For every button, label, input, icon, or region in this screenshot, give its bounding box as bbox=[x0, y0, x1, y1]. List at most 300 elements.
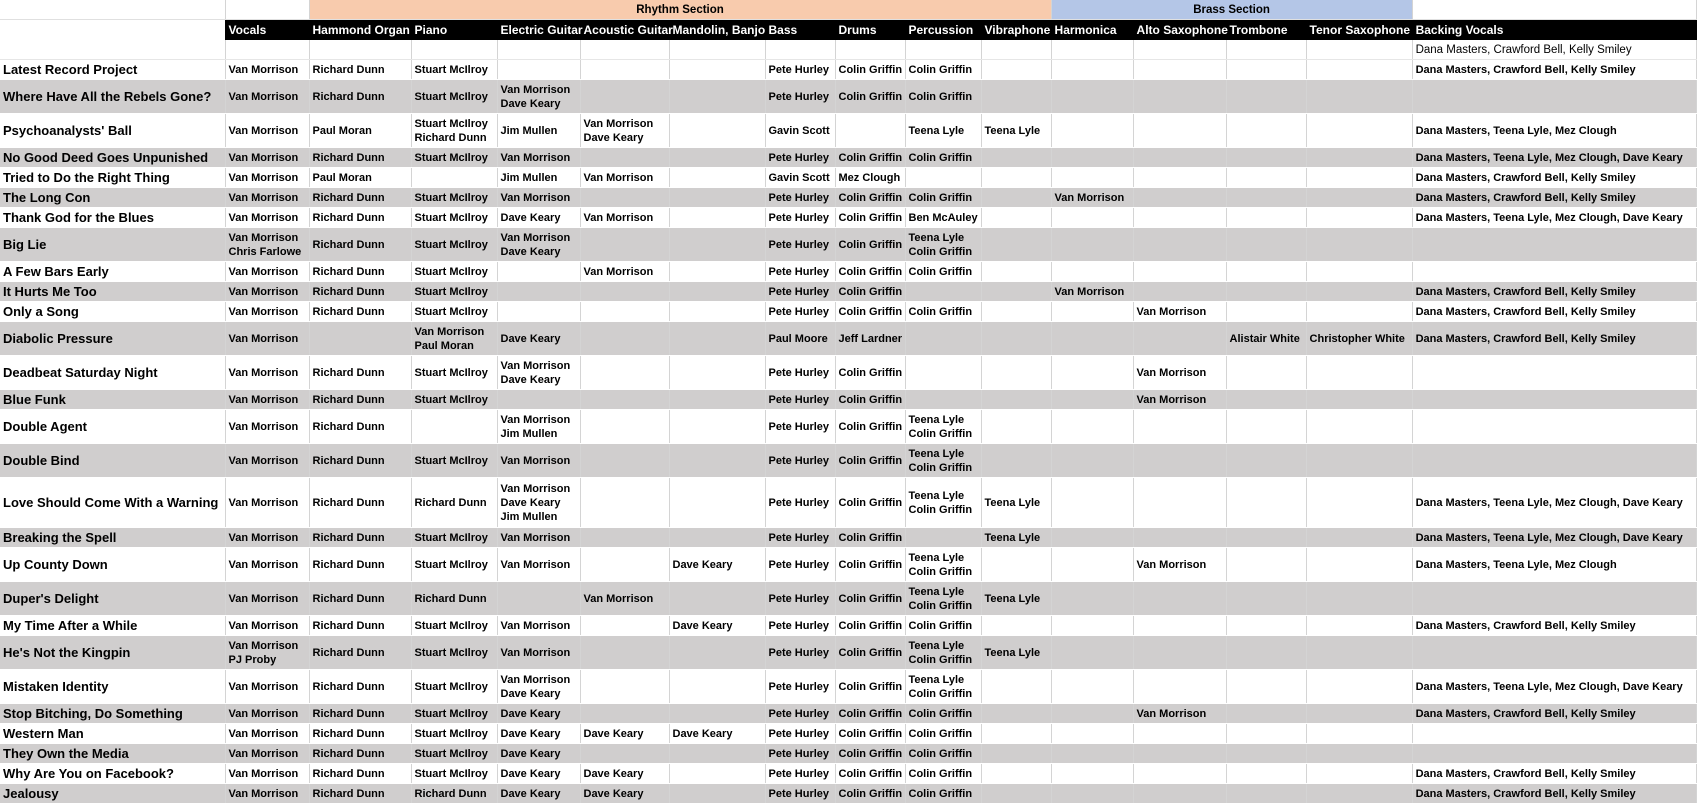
cell-hammond-organ[interactable]: Richard Dunn bbox=[309, 764, 411, 784]
song-title-cell[interactable]: Diabolic Pressure bbox=[0, 322, 225, 356]
cell-tenor-saxophone[interactable] bbox=[1306, 356, 1412, 390]
cell-hammond-organ[interactable]: Richard Dunn bbox=[309, 616, 411, 636]
cell-vocals[interactable]: Van Morrison bbox=[225, 704, 309, 724]
cell-electric-guitar[interactable]: Van Morrison bbox=[497, 444, 580, 478]
cell-harmonica[interactable] bbox=[1051, 670, 1133, 704]
cell-bass[interactable]: Pete Hurley bbox=[765, 704, 835, 724]
cell-tenor-saxophone[interactable] bbox=[1306, 636, 1412, 670]
cell-vibraphone[interactable] bbox=[981, 390, 1051, 410]
cell-acoustic-guitar[interactable] bbox=[580, 302, 669, 322]
cell-electric-guitar[interactable]: Jim Mullen bbox=[497, 168, 580, 188]
cell-percussion[interactable]: Colin Griffin bbox=[905, 262, 981, 282]
cell-electric-guitar[interactable]: Dave Keary bbox=[497, 322, 580, 356]
cell-hammond-organ[interactable]: Richard Dunn bbox=[309, 282, 411, 302]
cell-percussion[interactable] bbox=[905, 322, 981, 356]
cell-hammond-organ[interactable]: Paul Moran bbox=[309, 168, 411, 188]
cell-trombone[interactable] bbox=[1226, 724, 1306, 744]
cell-electric-guitar[interactable]: Dave Keary bbox=[497, 704, 580, 724]
cell-drums[interactable]: Colin Griffin bbox=[835, 410, 905, 444]
cell-harmonica[interactable] bbox=[1051, 704, 1133, 724]
cell-bass[interactable]: Pete Hurley bbox=[765, 636, 835, 670]
cell-backing-vocals[interactable] bbox=[1412, 724, 1696, 744]
cell-trombone[interactable] bbox=[1226, 410, 1306, 444]
cell-vocals[interactable]: Van Morrison bbox=[225, 444, 309, 478]
cell-drums[interactable]: Colin Griffin bbox=[835, 60, 905, 80]
cell-mandolin-banjo[interactable] bbox=[669, 784, 765, 804]
cell-drums[interactable]: Colin Griffin bbox=[835, 528, 905, 548]
cell-backing-vocals[interactable]: Dana Masters, Crawford Bell, Kelly Smiley bbox=[1412, 784, 1696, 804]
cell-drums[interactable]: Colin Griffin bbox=[835, 390, 905, 410]
cell-trombone[interactable] bbox=[1226, 282, 1306, 302]
cell-bass[interactable]: Pete Hurley bbox=[765, 410, 835, 444]
cell-trombone[interactable] bbox=[1226, 784, 1306, 804]
cell[interactable] bbox=[765, 40, 835, 60]
cell-harmonica[interactable] bbox=[1051, 744, 1133, 764]
cell-vocals[interactable]: Van Morrison bbox=[225, 764, 309, 784]
cell-electric-guitar[interactable]: Dave Keary bbox=[497, 744, 580, 764]
cell-percussion[interactable]: Colin Griffin bbox=[905, 188, 981, 208]
song-title-cell[interactable]: Why Are You on Facebook? bbox=[0, 764, 225, 784]
cell-backing-vocals[interactable] bbox=[1412, 636, 1696, 670]
cell-mandolin-banjo[interactable] bbox=[669, 390, 765, 410]
cell-trombone[interactable] bbox=[1226, 478, 1306, 528]
cell-vibraphone[interactable] bbox=[981, 148, 1051, 168]
cell-harmonica[interactable] bbox=[1051, 390, 1133, 410]
song-title-cell[interactable]: Mistaken Identity bbox=[0, 670, 225, 704]
cell-mandolin-banjo[interactable] bbox=[669, 208, 765, 228]
cell-alto-saxophone[interactable]: Van Morrison bbox=[1133, 302, 1226, 322]
cell-tenor-saxophone[interactable] bbox=[1306, 148, 1412, 168]
cell-electric-guitar[interactable]: Van Morrison bbox=[497, 548, 580, 582]
cell-vibraphone[interactable] bbox=[981, 356, 1051, 390]
cell-bass[interactable]: Pete Hurley bbox=[765, 390, 835, 410]
cell-trombone[interactable] bbox=[1226, 228, 1306, 262]
cell-harmonica[interactable] bbox=[1051, 262, 1133, 282]
cell-mandolin-banjo[interactable] bbox=[669, 80, 765, 114]
cell[interactable] bbox=[411, 40, 497, 60]
cell-percussion[interactable]: Colin Griffin bbox=[905, 60, 981, 80]
cell-bass[interactable]: Pete Hurley bbox=[765, 60, 835, 80]
cell-mandolin-banjo[interactable] bbox=[669, 528, 765, 548]
cell-drums[interactable]: Colin Griffin bbox=[835, 784, 905, 804]
cell-vocals[interactable]: Van Morrison bbox=[225, 60, 309, 80]
cell-mandolin-banjo[interactable] bbox=[669, 704, 765, 724]
cell-percussion[interactable]: Colin Griffin bbox=[905, 764, 981, 784]
cell-backing-vocals[interactable]: Dana Masters, Crawford Bell, Kelly Smiley bbox=[1412, 764, 1696, 784]
cell-alto-saxophone[interactable] bbox=[1133, 322, 1226, 356]
cell-bass[interactable]: Pete Hurley bbox=[765, 228, 835, 262]
cell-electric-guitar[interactable]: Van Morrison bbox=[497, 636, 580, 670]
cell-vocals[interactable]: Van Morrison bbox=[225, 616, 309, 636]
cell-vibraphone[interactable] bbox=[981, 744, 1051, 764]
cell-trombone[interactable] bbox=[1226, 302, 1306, 322]
cell-acoustic-guitar[interactable] bbox=[580, 478, 669, 528]
cell-bass[interactable]: Pete Hurley bbox=[765, 784, 835, 804]
cell-trombone[interactable] bbox=[1226, 528, 1306, 548]
cell-backing-vocals[interactable]: Dana Masters, Teena Lyle, Mez Clough, Dave Keary bbox=[1412, 208, 1696, 228]
cell-acoustic-guitar[interactable] bbox=[580, 356, 669, 390]
cell-vocals[interactable]: Van Morrison bbox=[225, 744, 309, 764]
cell-tenor-saxophone[interactable] bbox=[1306, 548, 1412, 582]
cell-piano[interactable]: Van Morrison Paul Moran bbox=[411, 322, 497, 356]
cell-hammond-organ[interactable] bbox=[309, 322, 411, 356]
cell-drums[interactable]: Colin Griffin bbox=[835, 724, 905, 744]
song-title-cell[interactable]: Psychoanalysts' Ball bbox=[0, 114, 225, 148]
cell-harmonica[interactable] bbox=[1051, 616, 1133, 636]
cell-tenor-saxophone[interactable] bbox=[1306, 114, 1412, 148]
cell-acoustic-guitar[interactable] bbox=[580, 744, 669, 764]
cell[interactable] bbox=[669, 40, 765, 60]
cell-alto-saxophone[interactable] bbox=[1133, 208, 1226, 228]
cell-harmonica[interactable] bbox=[1051, 148, 1133, 168]
cell-piano[interactable]: Stuart McIlroy Richard Dunn bbox=[411, 114, 497, 148]
cell-acoustic-guitar[interactable] bbox=[580, 444, 669, 478]
cell-drums[interactable]: Colin Griffin bbox=[835, 444, 905, 478]
song-title-cell[interactable]: Double Agent bbox=[0, 410, 225, 444]
cell-vibraphone[interactable] bbox=[981, 188, 1051, 208]
cell-bass[interactable]: Pete Hurley bbox=[765, 764, 835, 784]
cell[interactable] bbox=[1226, 40, 1306, 60]
cell-percussion[interactable]: Colin Griffin bbox=[905, 302, 981, 322]
cell-tenor-saxophone[interactable] bbox=[1306, 744, 1412, 764]
cell-tenor-saxophone[interactable] bbox=[1306, 188, 1412, 208]
cell-alto-saxophone[interactable] bbox=[1133, 444, 1226, 478]
cell-electric-guitar[interactable] bbox=[497, 302, 580, 322]
cell-trombone[interactable] bbox=[1226, 208, 1306, 228]
cell-bass[interactable]: Pete Hurley bbox=[765, 548, 835, 582]
cell-percussion[interactable]: Colin Griffin bbox=[905, 616, 981, 636]
cell-alto-saxophone[interactable] bbox=[1133, 114, 1226, 148]
cell-acoustic-guitar[interactable]: Dave Keary bbox=[580, 724, 669, 744]
column-header-drums[interactable]: Drums bbox=[835, 20, 905, 41]
song-title-cell[interactable]: No Good Deed Goes Unpunished bbox=[0, 148, 225, 168]
cell-acoustic-guitar[interactable] bbox=[580, 616, 669, 636]
cell-vocals[interactable]: Van Morrison bbox=[225, 410, 309, 444]
cell-vibraphone[interactable]: Teena Lyle bbox=[981, 478, 1051, 528]
cell-bass[interactable]: Gavin Scott bbox=[765, 168, 835, 188]
cell-percussion[interactable]: Teena Lyle Colin Griffin bbox=[905, 478, 981, 528]
song-title-cell[interactable]: Where Have All the Rebels Gone? bbox=[0, 80, 225, 114]
cell-electric-guitar[interactable] bbox=[497, 582, 580, 616]
cell-piano[interactable]: Stuart McIlroy bbox=[411, 616, 497, 636]
cell-mandolin-banjo[interactable] bbox=[669, 168, 765, 188]
song-title-cell[interactable]: Up County Down bbox=[0, 548, 225, 582]
cell-piano[interactable]: Stuart McIlroy bbox=[411, 262, 497, 282]
cell-piano[interactable]: Stuart McIlroy bbox=[411, 228, 497, 262]
cell-vocals[interactable]: Van Morrison bbox=[225, 548, 309, 582]
cell-percussion[interactable] bbox=[905, 528, 981, 548]
cell-acoustic-guitar[interactable]: Dave Keary bbox=[580, 764, 669, 784]
cell-mandolin-banjo[interactable] bbox=[669, 444, 765, 478]
cell-tenor-saxophone[interactable] bbox=[1306, 390, 1412, 410]
cell-trombone[interactable] bbox=[1226, 60, 1306, 80]
cell-mandolin-banjo[interactable] bbox=[669, 188, 765, 208]
cell-backing-vocals[interactable] bbox=[1412, 444, 1696, 478]
cell-piano[interactable]: Stuart McIlroy bbox=[411, 60, 497, 80]
cell-electric-guitar[interactable] bbox=[497, 262, 580, 282]
cell-tenor-saxophone[interactable] bbox=[1306, 168, 1412, 188]
column-header-vibraphone[interactable]: Vibraphone bbox=[981, 20, 1051, 41]
cell-backing-vocals[interactable] bbox=[1412, 744, 1696, 764]
cell-piano[interactable]: Richard Dunn bbox=[411, 478, 497, 528]
cell-harmonica[interactable] bbox=[1051, 114, 1133, 148]
song-title-cell[interactable]: Big Lie bbox=[0, 228, 225, 262]
cell-percussion[interactable]: Teena Lyle Colin Griffin bbox=[905, 636, 981, 670]
cell-percussion[interactable]: Teena Lyle Colin Griffin bbox=[905, 548, 981, 582]
cell-backing-vocals[interactable] bbox=[1412, 390, 1696, 410]
cell-vibraphone[interactable] bbox=[981, 410, 1051, 444]
cell-alto-saxophone[interactable] bbox=[1133, 80, 1226, 114]
cell-bass[interactable]: Pete Hurley bbox=[765, 356, 835, 390]
cell-backing-vocals[interactable] bbox=[1412, 410, 1696, 444]
column-header-alto-saxophone[interactable]: Alto Saxophone bbox=[1133, 20, 1226, 41]
cell-vibraphone[interactable] bbox=[981, 208, 1051, 228]
cell-tenor-saxophone[interactable] bbox=[1306, 478, 1412, 528]
song-title-cell[interactable]: Deadbeat Saturday Night bbox=[0, 356, 225, 390]
cell-backing-vocals[interactable]: Dana Masters, Crawford Bell, Kelly Smiley bbox=[1412, 188, 1696, 208]
cell-drums[interactable]: Colin Griffin bbox=[835, 188, 905, 208]
cell-harmonica[interactable] bbox=[1051, 724, 1133, 744]
cell-piano[interactable]: Stuart McIlroy bbox=[411, 444, 497, 478]
cell-alto-saxophone[interactable] bbox=[1133, 228, 1226, 262]
cell-alto-saxophone[interactable] bbox=[1133, 188, 1226, 208]
cell-trombone[interactable] bbox=[1226, 704, 1306, 724]
cell-harmonica[interactable] bbox=[1051, 80, 1133, 114]
song-title-cell[interactable]: Thank God for the Blues bbox=[0, 208, 225, 228]
cell-drums[interactable]: Colin Griffin bbox=[835, 208, 905, 228]
cell-hammond-organ[interactable]: Richard Dunn bbox=[309, 548, 411, 582]
cell-electric-guitar[interactable]: Van Morrison Dave Keary bbox=[497, 228, 580, 262]
cell-percussion[interactable]: Teena Lyle Colin Griffin bbox=[905, 444, 981, 478]
cell-trombone[interactable] bbox=[1226, 390, 1306, 410]
cell-electric-guitar[interactable]: Van Morrison Jim Mullen bbox=[497, 410, 580, 444]
cell-electric-guitar[interactable] bbox=[497, 282, 580, 302]
cell-vibraphone[interactable] bbox=[981, 322, 1051, 356]
cell-hammond-organ[interactable]: Richard Dunn bbox=[309, 670, 411, 704]
cell-hammond-organ[interactable]: Richard Dunn bbox=[309, 188, 411, 208]
cell-alto-saxophone[interactable] bbox=[1133, 582, 1226, 616]
cell-hammond-organ[interactable]: Richard Dunn bbox=[309, 60, 411, 80]
cell-vocals[interactable]: Van Morrison bbox=[225, 262, 309, 282]
cell-acoustic-guitar[interactable] bbox=[580, 528, 669, 548]
cell-drums[interactable]: Colin Griffin bbox=[835, 764, 905, 784]
cell-vibraphone[interactable] bbox=[981, 302, 1051, 322]
cell-mandolin-banjo[interactable] bbox=[669, 302, 765, 322]
cell-alto-saxophone[interactable] bbox=[1133, 282, 1226, 302]
cell-drums[interactable]: Jeff Lardner bbox=[835, 322, 905, 356]
cell-vocals[interactable]: Van Morrison bbox=[225, 670, 309, 704]
cell-bass[interactable]: Pete Hurley bbox=[765, 444, 835, 478]
cell-percussion[interactable] bbox=[905, 282, 981, 302]
cell-electric-guitar[interactable] bbox=[497, 390, 580, 410]
cell-alto-saxophone[interactable] bbox=[1133, 410, 1226, 444]
cell[interactable] bbox=[1133, 40, 1226, 60]
cell-vocals[interactable]: Van Morrison bbox=[225, 80, 309, 114]
cell-bass[interactable]: Gavin Scott bbox=[765, 114, 835, 148]
cell-hammond-organ[interactable]: Richard Dunn bbox=[309, 302, 411, 322]
cell-mandolin-banjo[interactable]: Dave Keary bbox=[669, 548, 765, 582]
cell-acoustic-guitar[interactable]: Dave Keary bbox=[580, 784, 669, 804]
cell[interactable] bbox=[905, 40, 981, 60]
cell-mandolin-banjo[interactable] bbox=[669, 148, 765, 168]
cell-trombone[interactable] bbox=[1226, 114, 1306, 148]
cell-bass[interactable]: Pete Hurley bbox=[765, 262, 835, 282]
cell-vibraphone[interactable] bbox=[981, 228, 1051, 262]
cell-vibraphone[interactable] bbox=[981, 704, 1051, 724]
cell-alto-saxophone[interactable] bbox=[1133, 60, 1226, 80]
song-title-cell[interactable]: Love Should Come With a Warning bbox=[0, 478, 225, 528]
cell-electric-guitar[interactable]: Van Morrison Dave Keary bbox=[497, 356, 580, 390]
cell-electric-guitar[interactable] bbox=[497, 60, 580, 80]
cell-acoustic-guitar[interactable] bbox=[580, 636, 669, 670]
cell-electric-guitar[interactable]: Dave Keary bbox=[497, 724, 580, 744]
cell-mandolin-banjo[interactable] bbox=[669, 582, 765, 616]
cell-mandolin-banjo[interactable]: Dave Keary bbox=[669, 724, 765, 744]
cell-drums[interactable]: Colin Griffin bbox=[835, 228, 905, 262]
cell-piano[interactable]: Richard Dunn bbox=[411, 784, 497, 804]
cell-hammond-organ[interactable]: Richard Dunn bbox=[309, 228, 411, 262]
cell-tenor-saxophone[interactable] bbox=[1306, 60, 1412, 80]
song-title-cell[interactable]: Double Bind bbox=[0, 444, 225, 478]
cell-trombone[interactable] bbox=[1226, 616, 1306, 636]
cell-backing-vocals[interactable]: Dana Masters, Crawford Bell, Kelly Smiley bbox=[1412, 168, 1696, 188]
cell-acoustic-guitar[interactable] bbox=[580, 282, 669, 302]
cell-percussion[interactable]: Colin Griffin bbox=[905, 80, 981, 114]
cell-piano[interactable]: Stuart McIlroy bbox=[411, 208, 497, 228]
cell-drums[interactable]: Colin Griffin bbox=[835, 262, 905, 282]
cell-acoustic-guitar[interactable] bbox=[580, 548, 669, 582]
song-title-cell[interactable]: Tried to Do the Right Thing bbox=[0, 168, 225, 188]
cell-acoustic-guitar[interactable] bbox=[580, 148, 669, 168]
cell-piano[interactable]: Stuart McIlroy bbox=[411, 188, 497, 208]
cell-alto-saxophone[interactable] bbox=[1133, 764, 1226, 784]
cell-hammond-organ[interactable]: Richard Dunn bbox=[309, 784, 411, 804]
cell-trombone[interactable] bbox=[1226, 80, 1306, 114]
cell-electric-guitar[interactable]: Dave Keary bbox=[497, 784, 580, 804]
cell-mandolin-banjo[interactable] bbox=[669, 478, 765, 528]
cell-electric-guitar[interactable]: Jim Mullen bbox=[497, 114, 580, 148]
cell-harmonica[interactable] bbox=[1051, 302, 1133, 322]
cell-tenor-saxophone[interactable] bbox=[1306, 302, 1412, 322]
cell-alto-saxophone[interactable]: Van Morrison bbox=[1133, 548, 1226, 582]
song-title-cell[interactable]: My Time After a While bbox=[0, 616, 225, 636]
cell-harmonica[interactable] bbox=[1051, 410, 1133, 444]
song-title-cell[interactable]: Western Man bbox=[0, 724, 225, 744]
cell-vocals[interactable]: Van Morrison bbox=[225, 188, 309, 208]
cell-electric-guitar[interactable]: Van Morrison bbox=[497, 528, 580, 548]
cell-alto-saxophone[interactable]: Van Morrison bbox=[1133, 704, 1226, 724]
cell-tenor-saxophone[interactable] bbox=[1306, 262, 1412, 282]
cell-bass[interactable]: Paul Moore bbox=[765, 322, 835, 356]
song-title-cell[interactable]: A Few Bars Early bbox=[0, 262, 225, 282]
cell-hammond-organ[interactable]: Richard Dunn bbox=[309, 478, 411, 528]
cell-piano[interactable] bbox=[411, 410, 497, 444]
cell-drums[interactable]: Colin Griffin bbox=[835, 636, 905, 670]
cell-electric-guitar[interactable]: Van Morrison Dave Keary bbox=[497, 80, 580, 114]
cell-backing-vocals[interactable]: Dana Masters, Teena Lyle, Mez Clough, Dave Keary bbox=[1412, 670, 1696, 704]
cell-alto-saxophone[interactable]: Van Morrison bbox=[1133, 390, 1226, 410]
cell-trombone[interactable] bbox=[1226, 168, 1306, 188]
cell-vibraphone[interactable] bbox=[981, 548, 1051, 582]
song-title-cell[interactable]: The Long Con bbox=[0, 188, 225, 208]
column-header-vocals[interactable]: Vocals bbox=[225, 20, 309, 41]
cell-electric-guitar[interactable]: Van Morrison Dave Keary bbox=[497, 670, 580, 704]
pre-row-backing-vocals[interactable]: Dana Masters, Crawford Bell, Kelly Smiley bbox=[1412, 40, 1696, 60]
song-title-cell[interactable]: Latest Record Project bbox=[0, 60, 225, 80]
cell-backing-vocals[interactable]: Dana Masters, Teena Lyle, Mez Clough bbox=[1412, 114, 1696, 148]
column-header-tenor-saxophone[interactable]: Tenor Saxophone bbox=[1306, 20, 1412, 41]
cell-acoustic-guitar[interactable] bbox=[580, 390, 669, 410]
cell-acoustic-guitar[interactable] bbox=[580, 704, 669, 724]
cell-harmonica[interactable] bbox=[1051, 322, 1133, 356]
cell-percussion[interactable]: Teena Lyle Colin Griffin bbox=[905, 410, 981, 444]
cell-piano[interactable]: Stuart McIlroy bbox=[411, 390, 497, 410]
cell-bass[interactable]: Pete Hurley bbox=[765, 616, 835, 636]
cell-vibraphone[interactable] bbox=[981, 80, 1051, 114]
cell-tenor-saxophone[interactable] bbox=[1306, 784, 1412, 804]
cell-alto-saxophone[interactable] bbox=[1133, 744, 1226, 764]
cell-percussion[interactable]: Ben McAuley bbox=[905, 208, 981, 228]
cell-vocals[interactable]: Van Morrison bbox=[225, 478, 309, 528]
cell-harmonica[interactable] bbox=[1051, 784, 1133, 804]
cell-drums[interactable]: Colin Griffin bbox=[835, 744, 905, 764]
cell-trombone[interactable] bbox=[1226, 356, 1306, 390]
cell-harmonica[interactable] bbox=[1051, 168, 1133, 188]
column-header-mandolin-banjo[interactable]: Mandolin, Banjo bbox=[669, 20, 765, 41]
cell-trombone[interactable] bbox=[1226, 262, 1306, 282]
cell-harmonica[interactable] bbox=[1051, 228, 1133, 262]
cell-vibraphone[interactable]: Teena Lyle bbox=[981, 114, 1051, 148]
cell-hammond-organ[interactable]: Richard Dunn bbox=[309, 208, 411, 228]
song-title-cell[interactable]: Only a Song bbox=[0, 302, 225, 322]
cell-vocals[interactable]: Van Morrison bbox=[225, 356, 309, 390]
cell-electric-guitar[interactable]: Van Morrison Dave Keary Jim Mullen bbox=[497, 478, 580, 528]
cell-piano[interactable]: Stuart McIlroy bbox=[411, 670, 497, 704]
cell-vocals[interactable]: Van Morrison bbox=[225, 390, 309, 410]
cell-acoustic-guitar[interactable] bbox=[580, 228, 669, 262]
column-header-acoustic-guitar[interactable]: Acoustic Guitar bbox=[580, 20, 669, 41]
cell-acoustic-guitar[interactable] bbox=[580, 410, 669, 444]
cell[interactable] bbox=[1051, 40, 1133, 60]
cell-drums[interactable]: Colin Griffin bbox=[835, 356, 905, 390]
cell-piano[interactable]: Richard Dunn bbox=[411, 582, 497, 616]
cell-acoustic-guitar[interactable]: Van Morrison bbox=[580, 262, 669, 282]
cell-acoustic-guitar[interactable] bbox=[580, 322, 669, 356]
cell-alto-saxophone[interactable] bbox=[1133, 478, 1226, 528]
cell-backing-vocals[interactable] bbox=[1412, 80, 1696, 114]
cell-tenor-saxophone[interactable] bbox=[1306, 616, 1412, 636]
cell-mandolin-banjo[interactable] bbox=[669, 262, 765, 282]
cell-drums[interactable]: Colin Griffin bbox=[835, 582, 905, 616]
cell-vibraphone[interactable] bbox=[981, 168, 1051, 188]
cell-mandolin-banjo[interactable]: Dave Keary bbox=[669, 616, 765, 636]
cell-vibraphone[interactable] bbox=[981, 616, 1051, 636]
cell-harmonica[interactable] bbox=[1051, 444, 1133, 478]
cell-vocals[interactable]: Van Morrison bbox=[225, 724, 309, 744]
cell-trombone[interactable] bbox=[1226, 188, 1306, 208]
song-title-cell[interactable]: Blue Funk bbox=[0, 390, 225, 410]
cell-bass[interactable]: Pete Hurley bbox=[765, 148, 835, 168]
cell-vibraphone[interactable]: Teena Lyle bbox=[981, 582, 1051, 616]
cell-percussion[interactable]: Colin Griffin bbox=[905, 148, 981, 168]
cell-hammond-organ[interactable]: Richard Dunn bbox=[309, 148, 411, 168]
cell-vibraphone[interactable] bbox=[981, 282, 1051, 302]
cell-piano[interactable]: Stuart McIlroy bbox=[411, 764, 497, 784]
cell-tenor-saxophone[interactable] bbox=[1306, 528, 1412, 548]
cell-bass[interactable]: Pete Hurley bbox=[765, 528, 835, 548]
cell-vocals[interactable]: Van Morrison PJ Proby bbox=[225, 636, 309, 670]
cell-harmonica[interactable] bbox=[1051, 528, 1133, 548]
